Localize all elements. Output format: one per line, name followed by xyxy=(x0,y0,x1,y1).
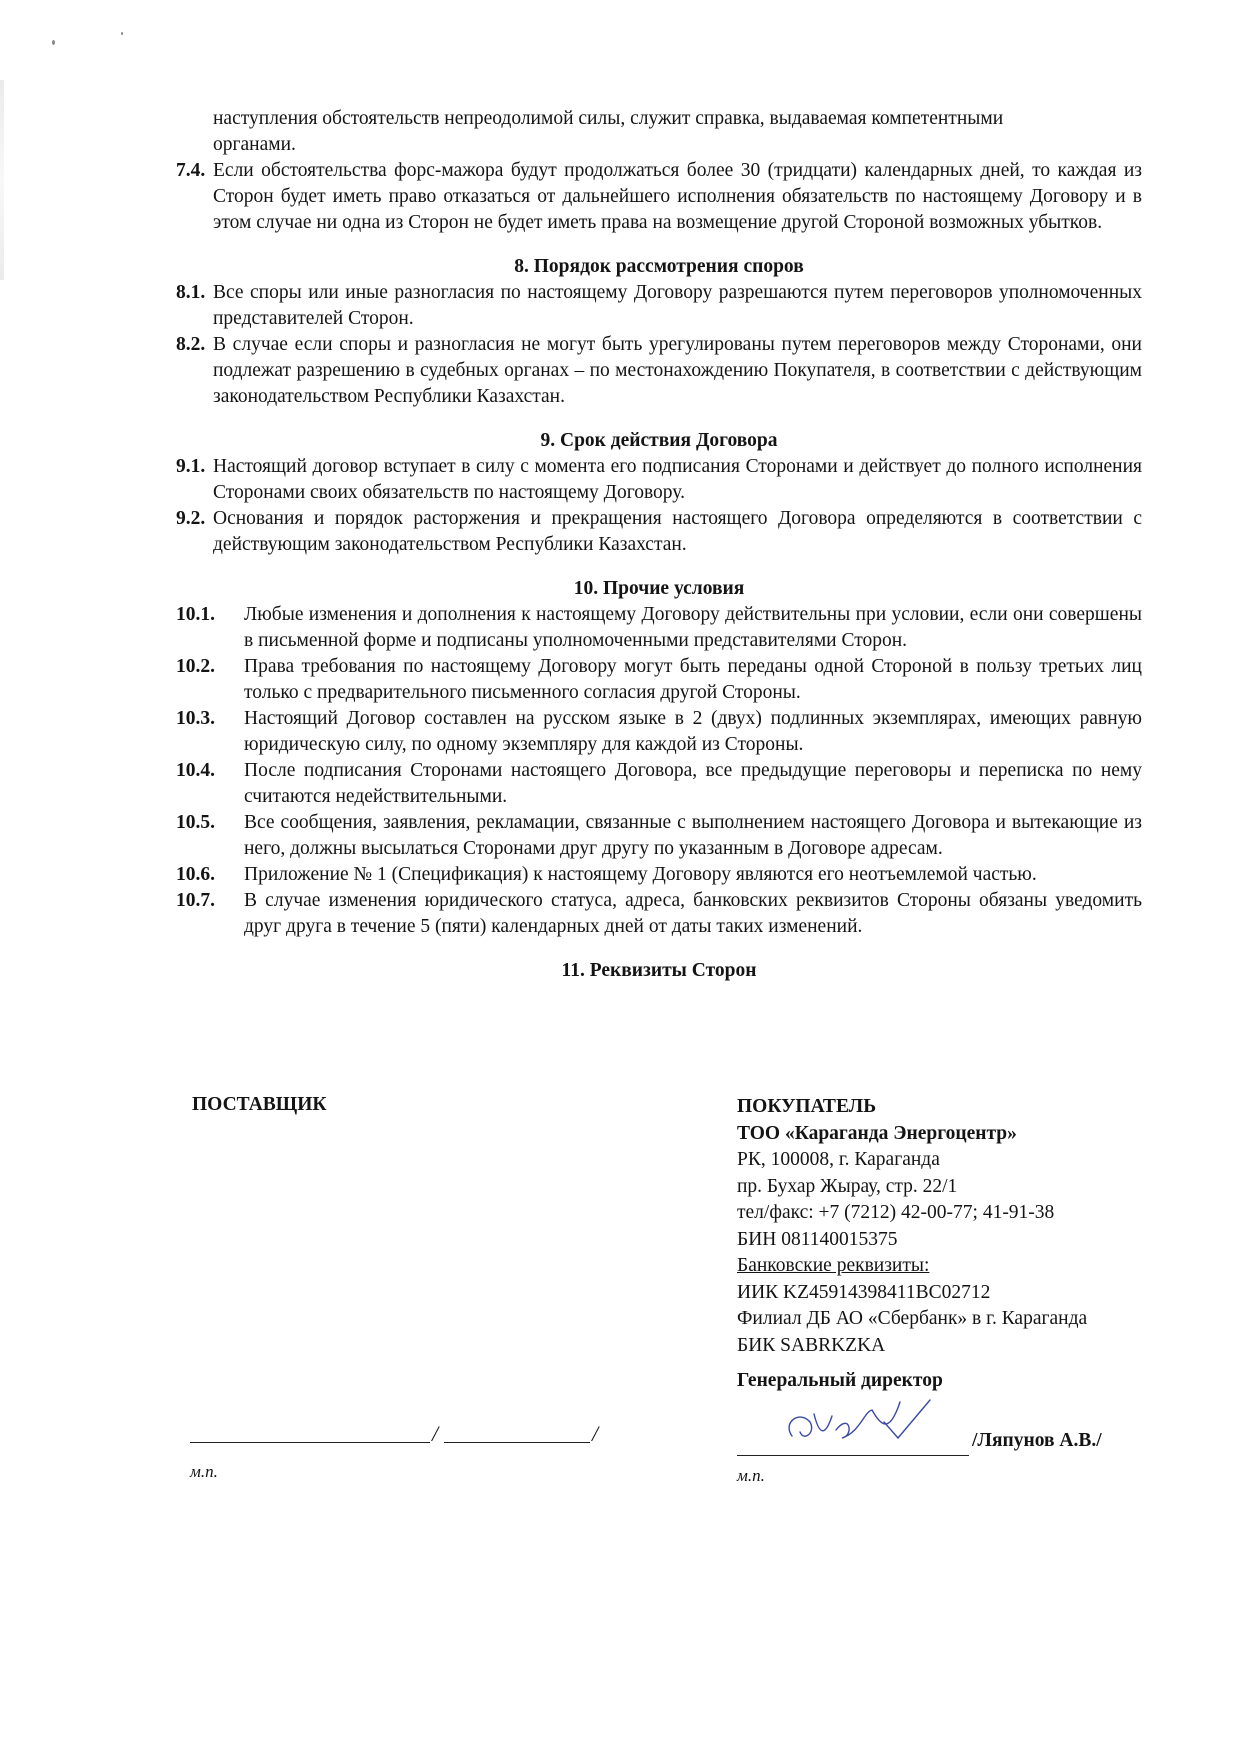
clause-10-1 xyxy=(176,602,1142,654)
scan-speck xyxy=(52,40,55,45)
clause-text: Все сообщения, заявления, рекламации, связанные с выполнением настоящего Договора и вытекающие из него, должны высылаться Сторонами друг другу по указанным в Договоре адресам. xyxy=(244,812,1142,859)
clause-text: Настоящий договор вступает в силу с момента его подписания Сторонами и действует до полного исполнения Сторонами своих обязательств по настоящему Договору. xyxy=(213,456,1142,503)
clause-number: 10.5. xyxy=(176,812,215,833)
handwritten-signature xyxy=(780,1392,940,1452)
buyer-iik: ИИК KZ45914398411BC02712 xyxy=(737,1281,991,1303)
clause-text: Основания и порядок расторжения и прекращения настоящего Договора определяются в соответствии с действующим законодательством Республики Казахстан. xyxy=(213,508,1142,555)
clause-10-3 xyxy=(176,706,1142,758)
clause-8-2 xyxy=(176,332,1142,410)
buyer-phone: тел/факс: +7 (7212) 42-00-77; 41-91-38 xyxy=(737,1202,1055,1223)
text-line: органами. xyxy=(213,134,296,155)
buyer-requisites xyxy=(737,1094,1087,1359)
section-9-title: 9. Срок действия Договора xyxy=(540,430,778,451)
clause-10-6 xyxy=(176,862,1142,888)
clause-7-4 xyxy=(176,158,1142,236)
clause-number: 10.7. xyxy=(176,890,215,911)
supplier-signature-line xyxy=(190,1442,430,1443)
director-title: Генеральный директор xyxy=(737,1370,943,1391)
clause-text: Все споры или иные разногласия по настоящему Договору разрешаются путем переговоров уполномоченных представителей Сторон. xyxy=(213,282,1142,329)
supplier-heading: ПОСТАВЩИК xyxy=(192,1094,327,1115)
clause-text: Приложение № 1 (Спецификация) к настоящему Договору являются его неотъемлемой частью. xyxy=(244,864,1037,885)
supplier-name-line xyxy=(444,1442,590,1443)
clause-number: 9.2. xyxy=(176,508,206,529)
clause-number: 10.3. xyxy=(176,708,215,729)
text-line: наступления обстоятельств непреодолимой силы, служит справка, выдаваемая компетентными xyxy=(213,108,1004,129)
clause-10-4 xyxy=(176,758,1142,810)
clause-number: 9.1. xyxy=(176,456,206,477)
clause-number: 7.4. xyxy=(176,160,206,181)
clause-number: 10.4. xyxy=(176,760,215,781)
supplier-stamp-place: м.п. xyxy=(190,1462,218,1481)
scan-edge xyxy=(0,80,4,280)
clause-number: 10.1. xyxy=(176,604,215,625)
scan-speck xyxy=(121,32,123,35)
director-name: /Ляпунов А.В./ xyxy=(972,1430,1102,1451)
buyer-stamp-place: м.п. xyxy=(737,1466,765,1485)
clause-number: 10.2. xyxy=(176,656,215,677)
section-11-title: 11. Реквизиты Сторон xyxy=(561,960,757,981)
clause-10-5 xyxy=(176,810,1142,862)
signature-slash: / xyxy=(592,1421,599,1446)
clause-text: Если обстоятельства форс-мажора будут продолжаться более 30 (тридцати) календарных дней, то каждая из Сторон будет иметь право отказаться от дальнейшего исполнения обязательств по настоящему Договору и в этом случае ни одна из Сторон не будет иметь права на возмещение другой Стороной возможных убытков. xyxy=(213,160,1142,233)
clause-7-3-continuation xyxy=(176,106,1142,158)
clause-9-1 xyxy=(176,454,1142,506)
clause-number: 8.1. xyxy=(176,282,206,303)
bank-details-heading: Банковские реквизиты: xyxy=(737,1255,930,1276)
clause-text: После подписания Сторонами настоящего Договора, все предыдущие переговоры и переписка по нему считаются недействительными. xyxy=(244,760,1142,807)
buyer-bik: БИК SABRKZKA xyxy=(737,1334,886,1356)
signature-slash: / xyxy=(432,1421,439,1446)
contract-text xyxy=(176,106,1142,984)
buyer-address-2: пр. Бухар Жырау, стр. 22/1 xyxy=(737,1175,958,1197)
clause-text: Права требования по настоящему Договору могут быть переданы одной Стороной в пользу третьих лиц только с предварительного письменного согласия другой Стороны. xyxy=(244,656,1142,703)
clause-number: 8.2. xyxy=(176,334,206,355)
clause-text: Настоящий Договор составлен на русском языке в 2 (двух) подлинных экземплярах, имеющих равную юридическую силу, по одному экземпляру для каждой из Стороны. xyxy=(244,708,1142,755)
buyer-address-1: РК, 100008, г. Караганда xyxy=(737,1149,940,1170)
buyer-heading: ПОКУПАТЕЛЬ xyxy=(737,1096,877,1117)
section-8-title: 8. Порядок рассмотрения споров xyxy=(514,256,804,277)
clause-number: 10.6. xyxy=(176,864,215,885)
buyer-company: ТОО «Караганда Энергоцентр» xyxy=(737,1122,1017,1144)
buyer-bin: БИН 081140015375 xyxy=(737,1228,898,1250)
clause-text: В случае изменения юридического статуса, адреса, банковских реквизитов Стороны обязаны уведомить друг друга в течение 5 (пяти) календарных дней от даты таких изменений. xyxy=(244,890,1142,937)
clause-8-1 xyxy=(176,280,1142,332)
clause-text: Любые изменения и дополнения к настоящему Договору действительны при условии, если они совершены в письменной форме и подписаны уполномоченными представителями Сторон. xyxy=(244,604,1142,651)
buyer-signature-line xyxy=(737,1455,969,1456)
clause-10-2 xyxy=(176,654,1142,706)
clause-9-2 xyxy=(176,506,1142,558)
clause-10-7 xyxy=(176,888,1142,940)
clause-text: В случае если споры и разногласия не могут быть урегулированы путем переговоров между Сторонами, они подлежат разрешению в судебных органах – по местонахождению Покупателя, в соответствии с действующим законодательством Республики Казахстан. xyxy=(213,334,1142,407)
section-10-title: 10. Прочие условия xyxy=(573,578,745,599)
buyer-bank: Филиал ДБ АО «Сбербанк» в г. Караганда xyxy=(737,1308,1088,1329)
